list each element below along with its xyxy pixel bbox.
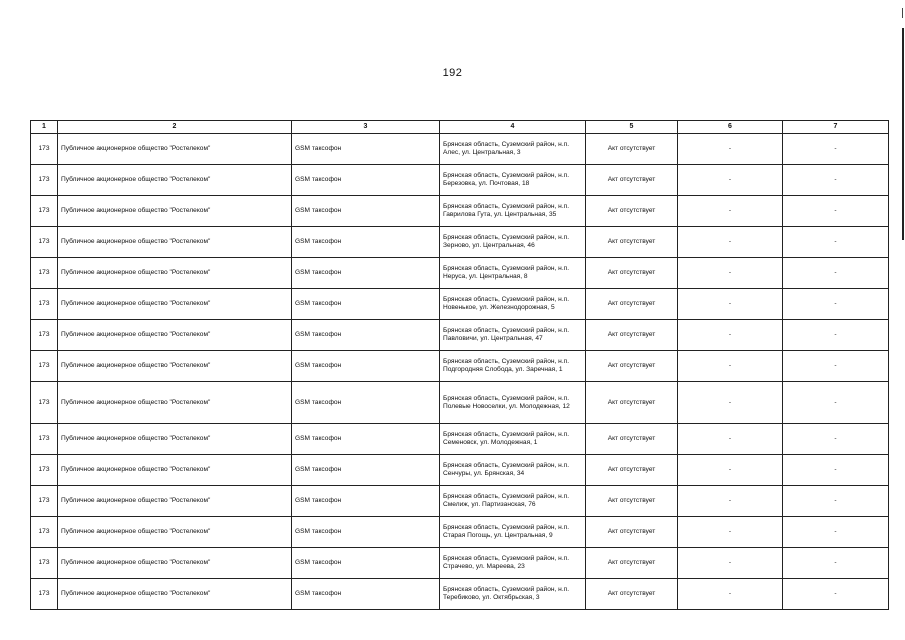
act-status: Акт отсутствует bbox=[586, 320, 678, 351]
column-7-value: - bbox=[783, 548, 889, 579]
column-6-value: - bbox=[678, 382, 783, 424]
act-status: Акт отсутствует bbox=[586, 196, 678, 227]
act-status: Акт отсутствует bbox=[586, 579, 678, 610]
row-number: 173 bbox=[31, 134, 58, 165]
address: Брянская область, Суземский район, н.п. Семеновск, ул. Молодежная, 1 bbox=[440, 424, 586, 455]
column-7-value: - bbox=[783, 165, 889, 196]
row-number: 173 bbox=[31, 196, 58, 227]
column-6-value: - bbox=[678, 579, 783, 610]
act-status: Акт отсутствует bbox=[586, 289, 678, 320]
scan-edge-mark bbox=[902, 28, 904, 240]
address: Брянская область, Суземский район, н.п. Павловичи, ул. Центральная, 47 bbox=[440, 320, 586, 351]
organization-name: Публичное акционерное общество "Ростелеком" bbox=[58, 227, 292, 258]
column-6-value: - bbox=[678, 517, 783, 548]
act-status: Акт отсутствует bbox=[586, 486, 678, 517]
column-header-3: 3 bbox=[292, 121, 440, 134]
column-header-1: 1 bbox=[31, 121, 58, 134]
organization-name: Публичное акционерное общество "Ростелеком" bbox=[58, 382, 292, 424]
equipment-type: GSM таксофон bbox=[292, 382, 440, 424]
address: Брянская область, Суземский район, н.п. Подгородняя Слобода, ул. Заречная, 1 bbox=[440, 351, 586, 382]
organization-name: Публичное акционерное общество "Ростелеком" bbox=[58, 579, 292, 610]
equipment-type: GSM таксофон bbox=[292, 258, 440, 289]
column-7-value: - bbox=[783, 351, 889, 382]
column-7-value: - bbox=[783, 424, 889, 455]
address: Брянская область, Суземский район, н.п. Старая Погощь, ул. Центральная, 9 bbox=[440, 517, 586, 548]
column-7-value: - bbox=[783, 258, 889, 289]
column-7-value: - bbox=[783, 320, 889, 351]
organization-name: Публичное акционерное общество "Ростелеком" bbox=[58, 289, 292, 320]
row-number: 173 bbox=[31, 320, 58, 351]
organization-name: Публичное акционерное общество "Ростелеком" bbox=[58, 517, 292, 548]
table-row bbox=[31, 351, 889, 382]
act-status: Акт отсутствует bbox=[586, 351, 678, 382]
act-status: Акт отсутствует bbox=[586, 382, 678, 424]
column-header-2: 2 bbox=[58, 121, 292, 134]
equipment-type: GSM таксофон bbox=[292, 548, 440, 579]
scan-edge-tick bbox=[902, 8, 903, 18]
column-7-value: - bbox=[783, 579, 889, 610]
act-status: Акт отсутствует bbox=[586, 455, 678, 486]
table-row bbox=[31, 517, 889, 548]
table-row bbox=[31, 227, 889, 258]
organization-name: Публичное акционерное общество "Ростелеком" bbox=[58, 548, 292, 579]
table-row bbox=[31, 134, 889, 165]
address: Брянская область, Суземский район, н.п. Алес, ул. Центральная, 3 bbox=[440, 134, 586, 165]
equipment-type: GSM таксофон bbox=[292, 165, 440, 196]
column-7-value: - bbox=[783, 382, 889, 424]
table-row bbox=[31, 486, 889, 517]
column-6-value: - bbox=[678, 196, 783, 227]
column-6-value: - bbox=[678, 424, 783, 455]
table-row bbox=[31, 548, 889, 579]
organization-name: Публичное акционерное общество "Ростелеком" bbox=[58, 165, 292, 196]
table-row bbox=[31, 165, 889, 196]
act-status: Акт отсутствует bbox=[586, 548, 678, 579]
equipment-type: GSM таксофон bbox=[292, 289, 440, 320]
equipment-type: GSM таксофон bbox=[292, 486, 440, 517]
equipment-type: GSM таксофон bbox=[292, 579, 440, 610]
act-status: Акт отсутствует bbox=[586, 134, 678, 165]
column-7-value: - bbox=[783, 196, 889, 227]
column-6-value: - bbox=[678, 165, 783, 196]
row-number: 173 bbox=[31, 258, 58, 289]
table-row bbox=[31, 424, 889, 455]
address: Брянская область, Суземский район, н.п. Неруса, ул. Центральная, 8 bbox=[440, 258, 586, 289]
equipment-type: GSM таксофон bbox=[292, 455, 440, 486]
organization-name: Публичное акционерное общество "Ростелеком" bbox=[58, 486, 292, 517]
column-7-value: - bbox=[783, 227, 889, 258]
address: Брянская область, Суземский район, н.п. Зерново, ул. Центральная, 46 bbox=[440, 227, 586, 258]
address: Брянская область, Суземский район, н.п. Теребиково, ул. Октябрьская, 3 bbox=[440, 579, 586, 610]
column-7-value: - bbox=[783, 455, 889, 486]
equipment-type: GSM таксофон bbox=[292, 424, 440, 455]
address: Брянская область, Суземский район, н.п. Сенчуры, ул. Брянская, 34 bbox=[440, 455, 586, 486]
column-6-value: - bbox=[678, 289, 783, 320]
row-number: 173 bbox=[31, 382, 58, 424]
table-row bbox=[31, 579, 889, 610]
table-row bbox=[31, 382, 889, 424]
column-header-4: 4 bbox=[440, 121, 586, 134]
act-status: Акт отсутствует bbox=[586, 517, 678, 548]
address: Брянская область, Суземский район, н.п. Страчево, ул. Мареева, 23 bbox=[440, 548, 586, 579]
equipment-type: GSM таксофон bbox=[292, 227, 440, 258]
row-number: 173 bbox=[31, 351, 58, 382]
address: Брянская область, Суземский район, н.п. Березовка, ул. Почтовая, 18 bbox=[440, 165, 586, 196]
row-number: 173 bbox=[31, 548, 58, 579]
column-6-value: - bbox=[678, 134, 783, 165]
column-7-value: - bbox=[783, 517, 889, 548]
equipment-type: GSM таксофон bbox=[292, 351, 440, 382]
organization-name: Публичное акционерное общество "Ростелеком" bbox=[58, 134, 292, 165]
table-row bbox=[31, 289, 889, 320]
row-number: 173 bbox=[31, 165, 58, 196]
address: Брянская область, Суземский район, н.п. Гаврилова Гута, ул. Центральная, 35 bbox=[440, 196, 586, 227]
page-number: 192 bbox=[442, 67, 463, 79]
equipment-type: GSM таксофон bbox=[292, 517, 440, 548]
column-6-value: - bbox=[678, 258, 783, 289]
equipment-type: GSM таксофон bbox=[292, 134, 440, 165]
column-header-7: 7 bbox=[783, 121, 889, 134]
column-7-value: - bbox=[783, 289, 889, 320]
column-6-value: - bbox=[678, 351, 783, 382]
row-number: 173 bbox=[31, 517, 58, 548]
act-status: Акт отсутствует bbox=[586, 258, 678, 289]
organization-name: Публичное акционерное общество "Ростелеком" bbox=[58, 351, 292, 382]
row-number: 173 bbox=[31, 424, 58, 455]
equipment-type: GSM таксофон bbox=[292, 320, 440, 351]
column-6-value: - bbox=[678, 548, 783, 579]
table-row bbox=[31, 455, 889, 486]
address: Брянская область, Суземский район, н.п. Полевые Новоселки, ул. Молодежная, 12 bbox=[440, 382, 586, 424]
table-row bbox=[31, 258, 889, 289]
organization-name: Публичное акционерное общество "Ростелеком" bbox=[58, 424, 292, 455]
address: Брянская область, Суземский район, н.п. Смелиж, ул. Партизанская, 76 bbox=[440, 486, 586, 517]
row-number: 173 bbox=[31, 455, 58, 486]
act-status: Акт отсутствует bbox=[586, 424, 678, 455]
organization-name: Публичное акционерное общество "Ростелеком" bbox=[58, 258, 292, 289]
row-number: 173 bbox=[31, 289, 58, 320]
table-row bbox=[31, 196, 889, 227]
column-header-5: 5 bbox=[586, 121, 678, 134]
registry-table bbox=[30, 120, 889, 610]
column-7-value: - bbox=[783, 134, 889, 165]
organization-name: Публичное акционерное общество "Ростелеком" bbox=[58, 455, 292, 486]
row-number: 173 bbox=[31, 227, 58, 258]
row-number: 173 bbox=[31, 486, 58, 517]
act-status: Акт отсутствует bbox=[586, 227, 678, 258]
column-6-value: - bbox=[678, 227, 783, 258]
table-row bbox=[31, 320, 889, 351]
organization-name: Публичное акционерное общество "Ростелеком" bbox=[58, 196, 292, 227]
column-6-value: - bbox=[678, 486, 783, 517]
equipment-type: GSM таксофон bbox=[292, 196, 440, 227]
organization-name: Публичное акционерное общество "Ростелеком" bbox=[58, 320, 292, 351]
table-header-row bbox=[31, 121, 889, 134]
act-status: Акт отсутствует bbox=[586, 165, 678, 196]
column-6-value: - bbox=[678, 320, 783, 351]
column-7-value: - bbox=[783, 486, 889, 517]
address: Брянская область, Суземский район, н.п. Новенькое, ул. Железнодорожная, 5 bbox=[440, 289, 586, 320]
column-header-6: 6 bbox=[678, 121, 783, 134]
column-6-value: - bbox=[678, 455, 783, 486]
row-number: 173 bbox=[31, 579, 58, 610]
